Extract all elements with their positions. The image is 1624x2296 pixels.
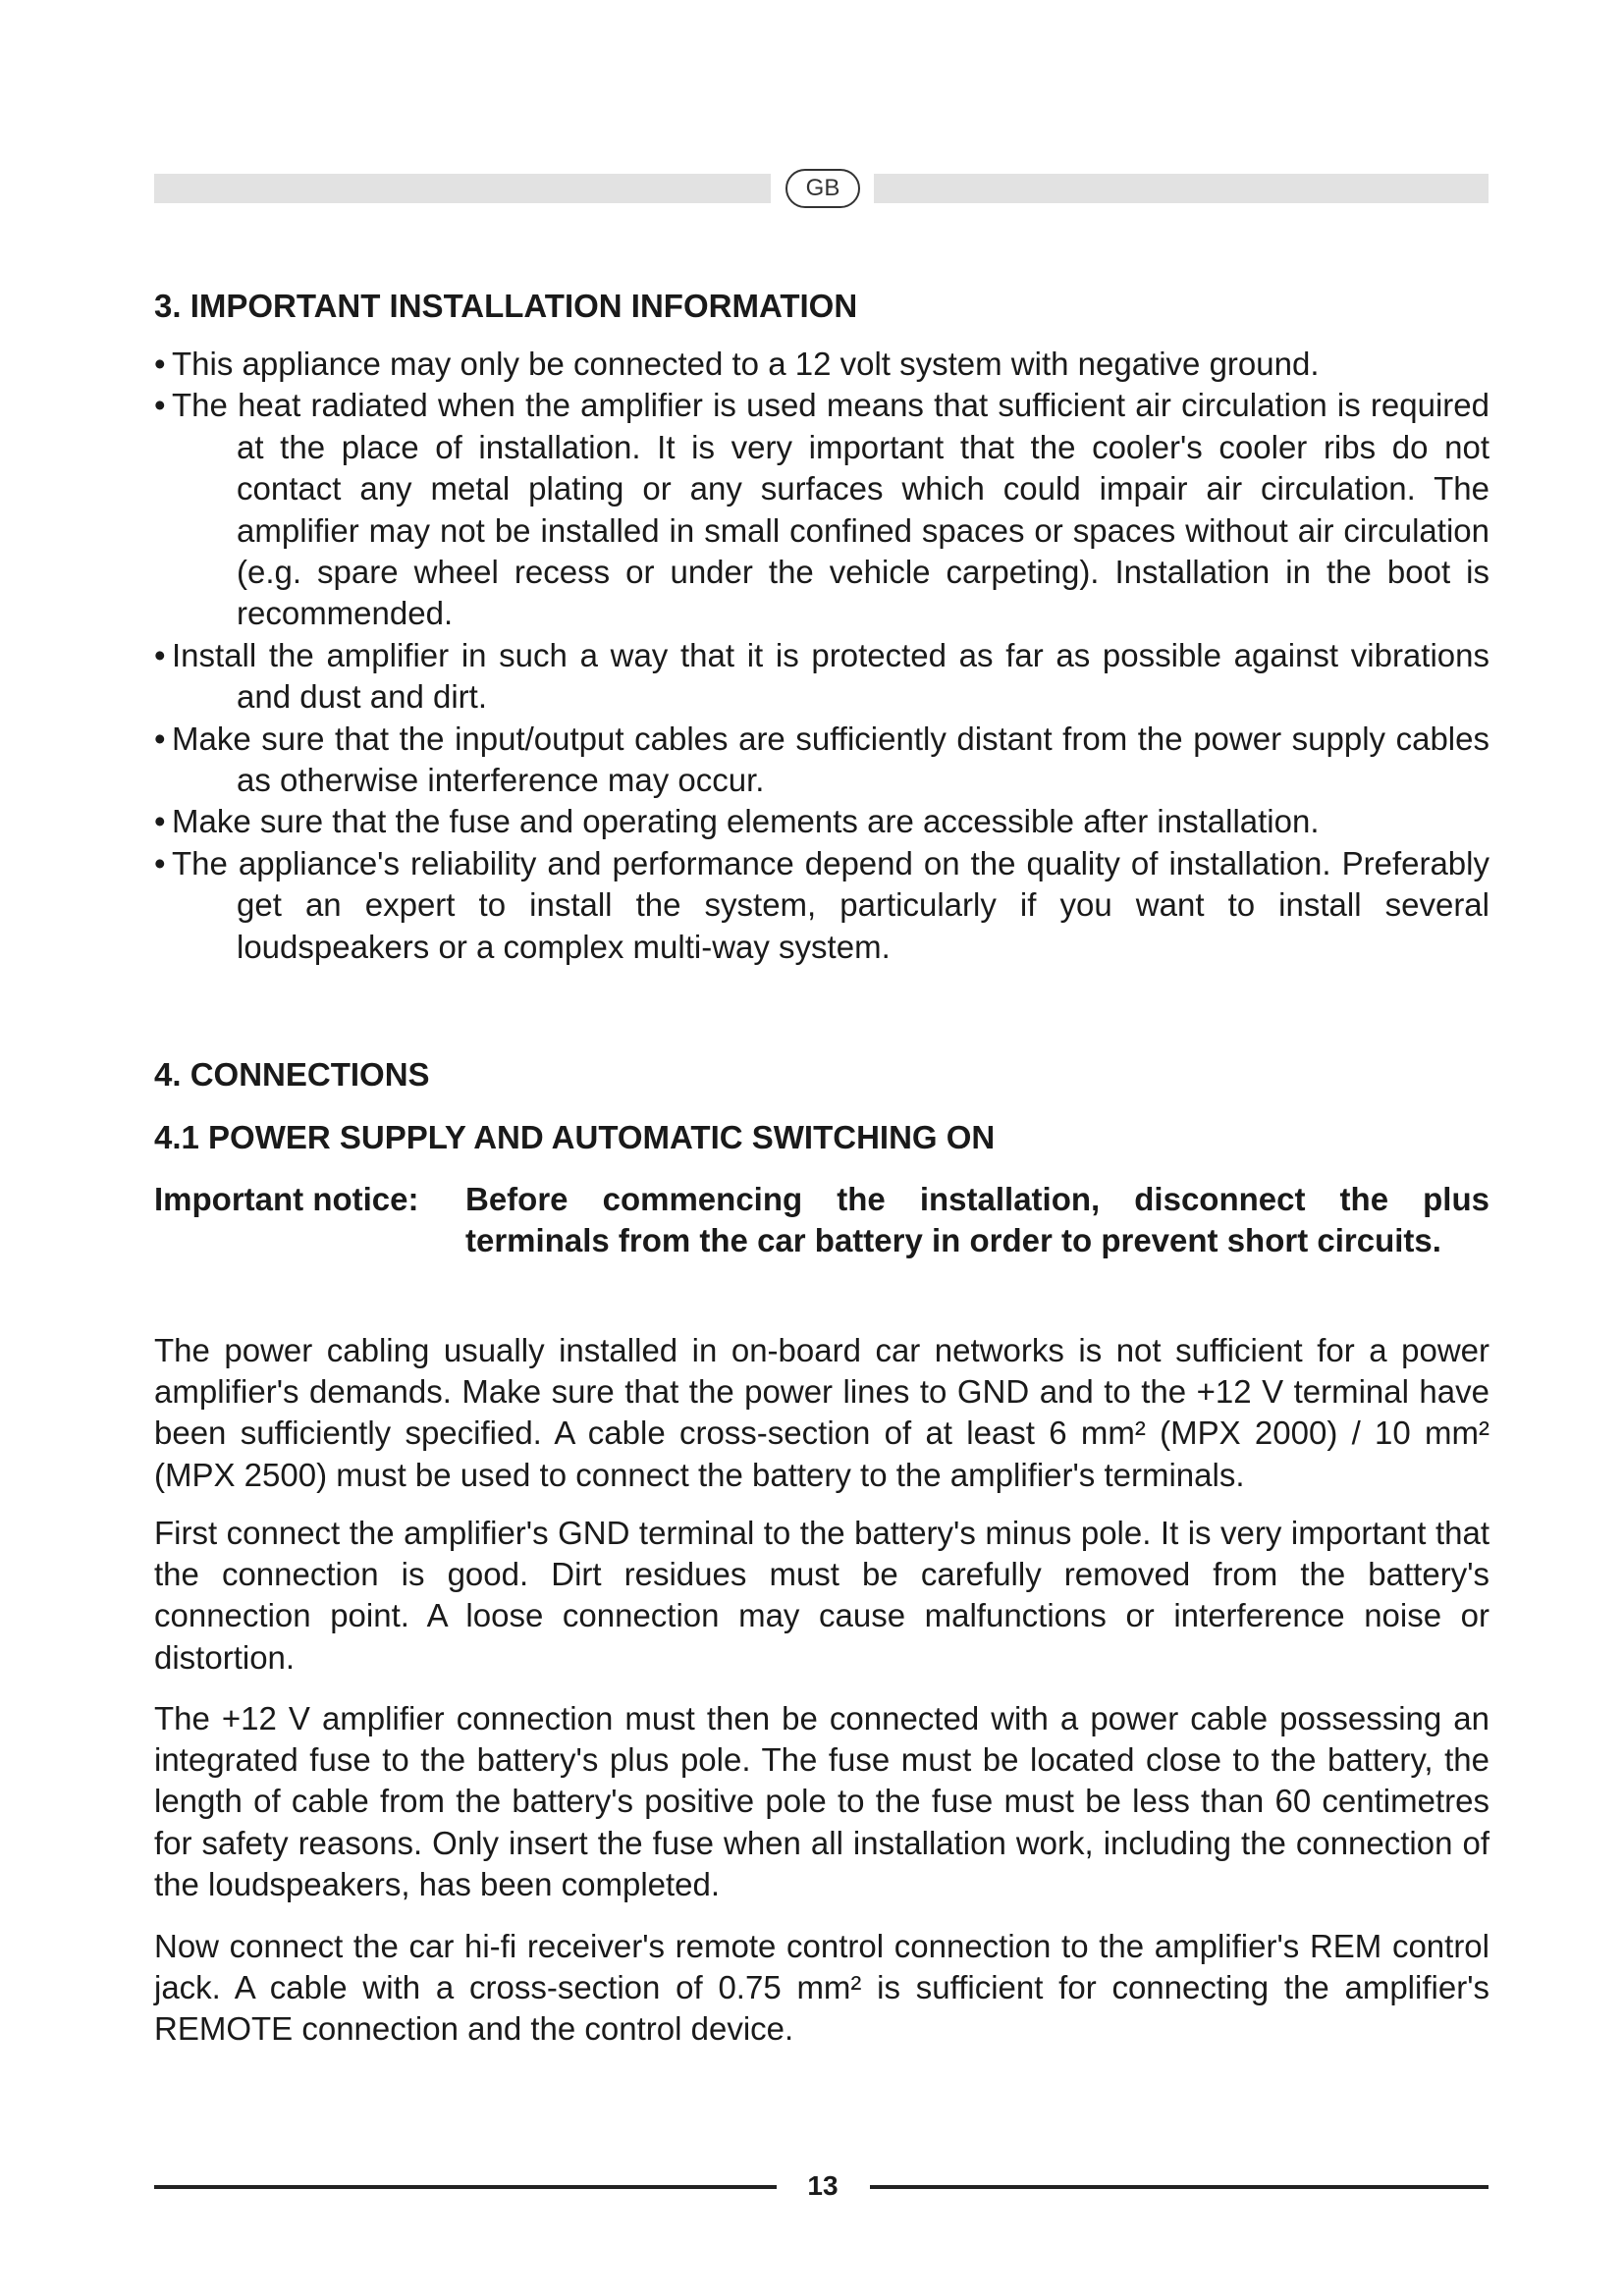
page-number: 13 <box>807 2170 839 2201</box>
section-4-1-heading: 4.1 POWER SUPPLY AND AUTOMATIC SWITCHING ON <box>154 1119 996 1155</box>
header-band-right <box>874 174 1489 203</box>
header-band-left <box>154 174 771 203</box>
footer-rule-right <box>870 2185 1489 2189</box>
bullet-icon: • <box>154 844 166 881</box>
bullet-icon: • <box>154 387 166 424</box>
installation-bullet-list <box>154 344 1489 968</box>
bullet-icon: • <box>154 720 166 757</box>
notice-text: Before commencing the installation, disconnect the plus terminals from the car battery in order to prevent short circuits. <box>465 1181 1489 1258</box>
paragraph-plus-12v-connection: The +12 V amplifier connection must then be connected with a power cable possessing an integrated fuse to the battery's plus pole. The fuse must be located close to the battery, the length of cable from the battery's positive pole to the fuse must be less than 60 centimetres for safety reasons. Only insert the fuse when all installation work, including the connection of the loudspeakers, has been completed. <box>154 1700 1489 1902</box>
paragraph-power-cabling: The power cabling usually installed in on-board car networks is not sufficient for a power amplifier's demands. Make sure that the power lines to GND and to the +12 V terminal have been sufficiently specified. A cable cross-section of at least 6 mm² (MPX 2000) / 10 mm² (MPX 2500) must be used to connect the battery to the amplifier's terminals. <box>154 1332 1489 1493</box>
section-4-heading: 4. CONNECTIONS <box>154 1056 430 1093</box>
bullet-item: • This appliance may only be connected to a 12 volt system with negative ground. <box>154 344 1489 385</box>
bullet-icon: • <box>154 803 166 840</box>
bullet-item: • Make sure that the input/output cables are sufficiently distant from the power supply cables as otherwise interference may occur. <box>154 720 1489 799</box>
bullet-item: • The appliance's reliability and performance depend on the quality of installation. Preferably get an expert to install the system, particularly if you want to install several loudspeakers or a complex multi-way system. <box>154 844 1489 965</box>
bullet-icon: • <box>154 346 166 382</box>
bullet-icon: • <box>154 636 166 673</box>
bullet-item: • Make sure that the fuse and operating elements are accessible after installation. <box>154 801 1489 842</box>
language-badge: GB <box>785 169 860 208</box>
notice-label: Important notice: <box>154 1181 419 1217</box>
paragraph-gnd-connection: First connect the amplifier's GND terminal to the battery's minus pole. It is very important that the connection is good. Dirt residues must be carefully removed from the battery's connection point. A loose connection may cause malfunctions or interference noise or distortion. <box>154 1515 1489 1676</box>
footer-rule-left <box>154 2185 777 2189</box>
paragraph-remote-connection: Now connect the car hi-fi receiver's remote control connection to the amplifier's REM control jack. A cable with a cross-section of 0.75 mm² is sufficient for connecting the amplifier's REMOTE connection and the control device. <box>154 1928 1489 2048</box>
bullet-item: • Install the amplifier in such a way that it is protected as far as possible against vibrations and dust and dirt. <box>154 636 1489 716</box>
bullet-item: • The heat radiated when the amplifier is used means that sufficient air circulation is required at the place of installation. It is very important that the cooler's cooler ribs do not contact any metal plating or any surfaces which could impair air circulation. The amplifier may not be installed in small confined spaces or spaces without air circulation (e.g. spare wheel recess or under the vehicle carpeting). Installation in the boot is recommended. <box>154 387 1489 632</box>
section-3-heading: 3. IMPORTANT INSTALLATION INFORMATION <box>154 288 858 324</box>
